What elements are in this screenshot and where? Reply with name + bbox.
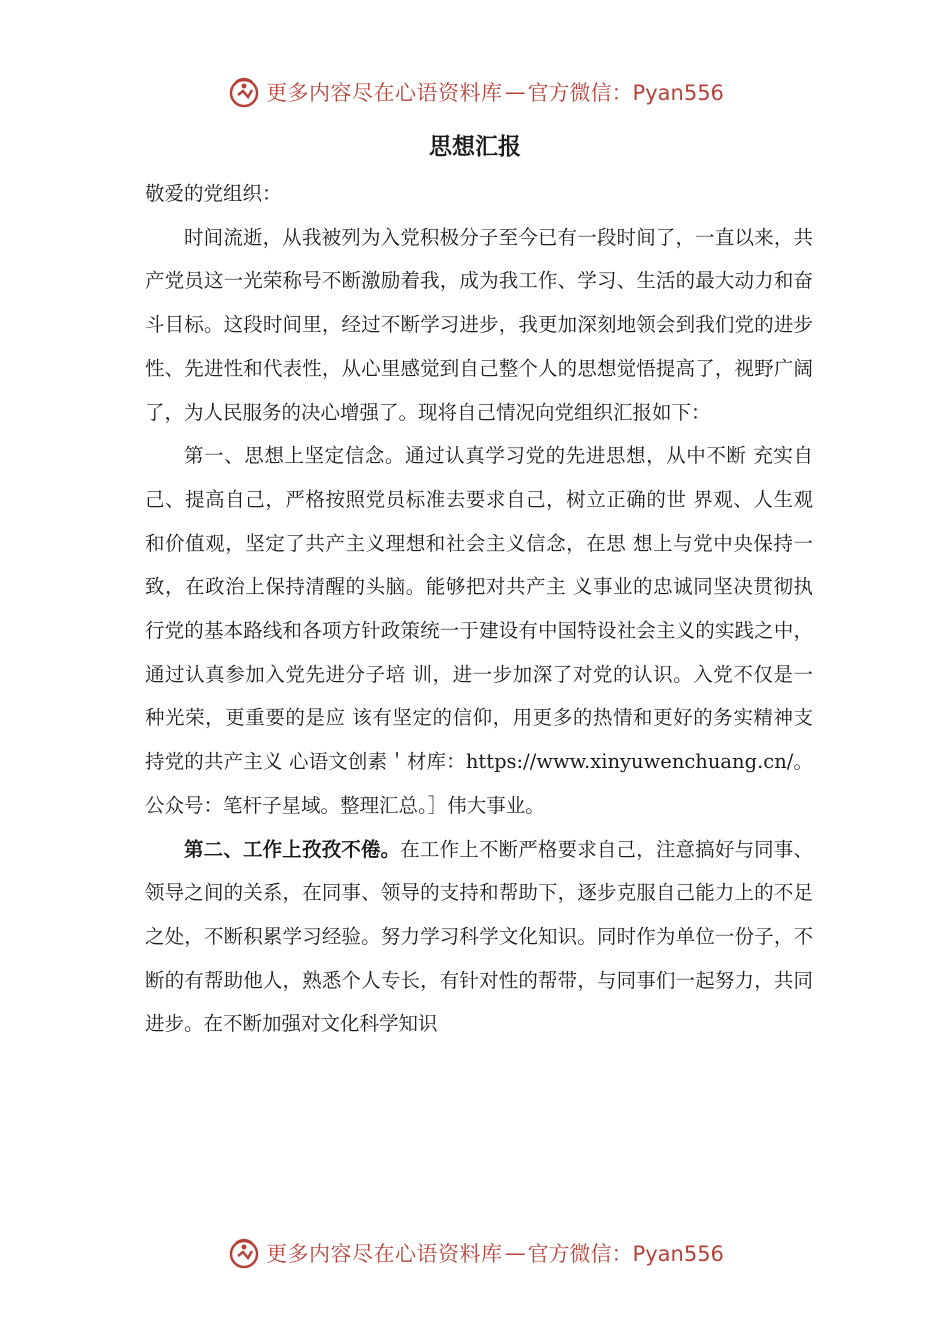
- paragraph-second: [145, 828, 813, 1047]
- paragraph-first: 第一、思想上坚定信念。通过认真学习党的先进思想，从中不断 充实自己、提高自己，严格按照党员标准去要求自己，树立正确的世 界观、人生观和价值观，坚定了共产主义理想和社会主义信念，在思 想上与党中央保持一致，在政治上保持清醒的头脑。能够把对共产主 义事业的忠诚同坚决贯彻执行党的基本路线和各项方针政策统一于建设有中国特设社会主义的实践之中，通过认真参加入党先进分子培 训，进一步加深了对党的认识。入党不仅是一种光荣，更重要的是应 该有坚定的信仰，用更多的热情和更好的务实精神支持党的共产主义 心语文创素＇材库：https://www.xinyuwenchuang.cn/。公众号：笔杆子星域。整理汇总。］伟大事业。: [145, 444, 813, 817]
- paragraph-second-body: 在工作上不断严格要求自己，注意搞好与同事、领导之间的关系，在同事、领导的支持和帮助下，逐步克服自己能力上的不足之处，不断积累学习经验。努力学习科学文化知识。同时作为单位一份子，不断的有帮助他人，熟悉个人专长，有针对性的帮带，与同事们一起努力，共同进步。在不断加强对文化科学知识: [145, 837, 813, 1036]
- footer-banner: [0, 1233, 950, 1273]
- logo-icon: [226, 74, 262, 110]
- banner-wechat: 官方微信：Pyan556: [527, 1242, 724, 1266]
- banner-separator: —: [504, 80, 526, 104]
- salutation: 敬爱的党组织：: [145, 182, 282, 205]
- page-title: 思想汇报: [429, 134, 521, 160]
- logo-icon: [226, 1235, 262, 1271]
- document-body: [145, 172, 813, 1046]
- paragraph-intro: 时间流逝，从我被列为入党积极分子至今已有一段时间了，一直以来，共产党员这一光荣称号不断激励着我，成为我工作、学习、生活的最大动力和奋斗目标。这段时间里，经过不断学习进步，我更加深刻地领会到我们党的进步性、先进性和代表性，从心里感觉到自己整个人的思想觉悟提高了，视野广阔了，为人民服务的决心增强了。现将自己情况向党组织汇报如下：: [145, 225, 813, 424]
- paragraph-second-heading: 第二、工作上孜孜不倦。: [184, 837, 401, 861]
- banner-wechat: 官方微信：Pyan556: [527, 81, 724, 105]
- banner-text: 更多内容尽在心语资料库: [266, 1242, 503, 1266]
- header-banner: [0, 72, 950, 112]
- banner-text: 更多内容尽在心语资料库: [266, 81, 503, 105]
- banner-separator: —: [504, 1241, 526, 1265]
